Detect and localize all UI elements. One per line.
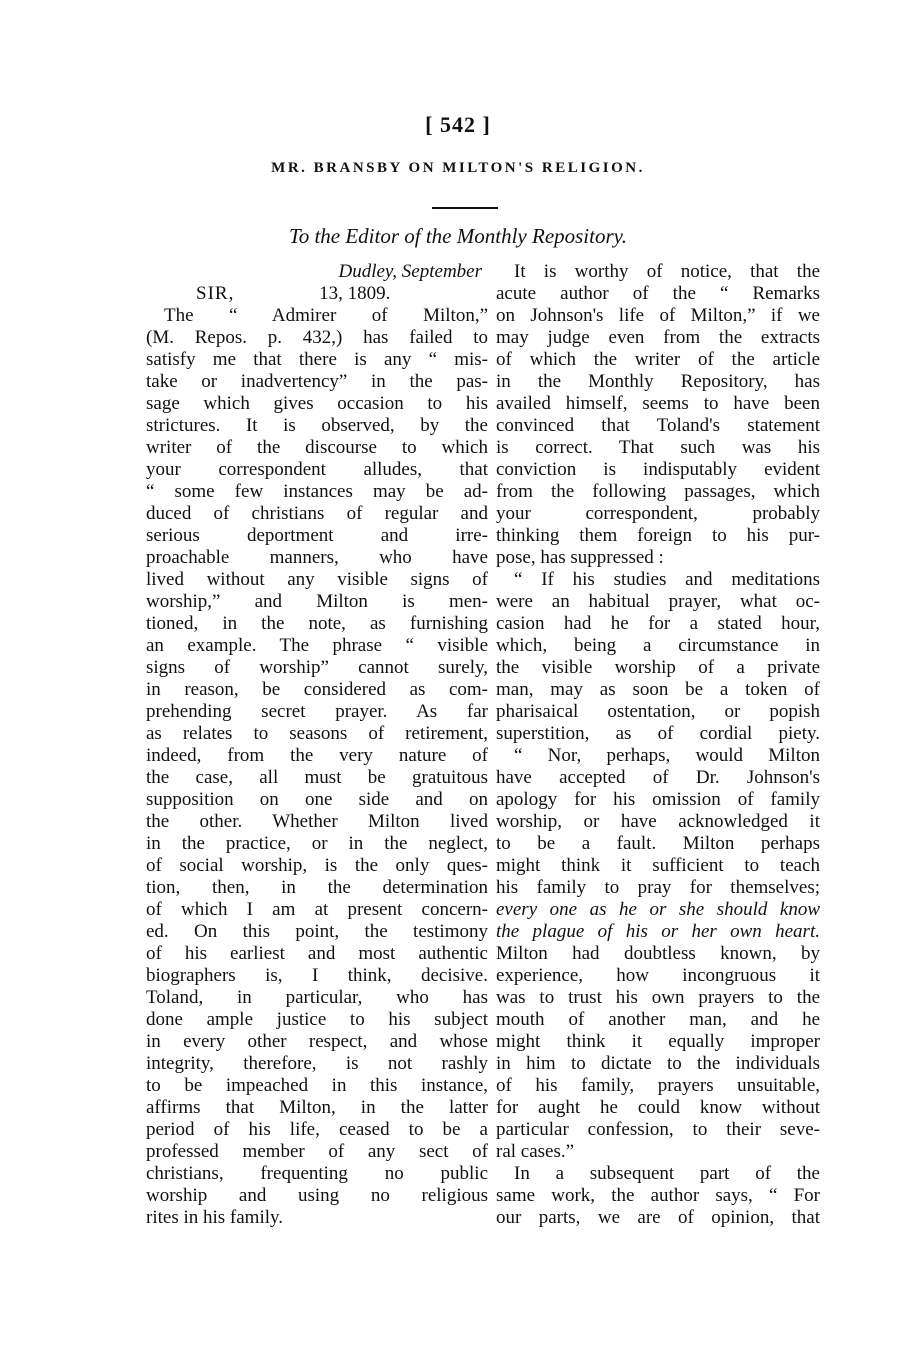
text-line: as relates to seasons of retirement,: [146, 723, 488, 744]
text-line: conviction is indisputably evident: [496, 459, 820, 480]
text-line: on Johnson's life of Milton,” if we: [496, 305, 820, 326]
text-line: serious deportment and irre-: [146, 525, 488, 546]
text-line: experience, how incongruous it: [496, 965, 820, 986]
text-line: your correspondent, probably: [496, 503, 820, 524]
dateline-place: Dudley, September: [338, 261, 482, 282]
text-line: ral cases.”: [496, 1141, 575, 1162]
text-line: in reason, be considered as com-: [146, 679, 488, 700]
text-line: affirms that Milton, in the latter: [146, 1097, 488, 1118]
text-line: prehending secret prayer. As far: [146, 701, 488, 722]
text-line: availed himself, seems to have been: [496, 393, 820, 414]
text-line: every one as he or she should know: [496, 899, 820, 920]
text-line: “ some few instances may be ad-: [146, 481, 488, 502]
text-line: take or inadvertency” in the pas-: [146, 371, 488, 392]
text-line: worship and using no religious: [146, 1185, 488, 1206]
text-line: In a subsequent part of the: [514, 1163, 820, 1184]
text-line: “ If his studies and meditations: [514, 569, 820, 590]
text-line: writer of the discourse to which: [146, 437, 488, 458]
text-line: of his family, prayers unsuitable,: [496, 1075, 820, 1096]
text-line: our parts, we are of opinion, that: [496, 1207, 820, 1228]
text-line: tion, then, in the determination: [146, 877, 488, 898]
text-line: integrity, therefore, is not rashly: [146, 1053, 488, 1074]
text-line: the plague of his or her own heart.: [496, 921, 820, 942]
text-line: period of his life, ceased to be a: [146, 1119, 488, 1140]
text-line: of his earliest and most authentic: [146, 943, 488, 964]
text-line: biographers is, I think, decisive.: [146, 965, 488, 986]
text-line: of which I am at present concern-: [146, 899, 488, 920]
right-column: [496, 261, 820, 1229]
text-line: rites in his family.: [146, 1207, 284, 1228]
text-line: mouth of another man, and he: [496, 1009, 820, 1030]
text-line: It is worthy of notice, that the: [514, 261, 820, 282]
text-line: (M. Repos. p. 432,) has failed to: [146, 327, 488, 348]
text-line: same work, the author says, “ For: [496, 1185, 820, 1206]
text-line: ed. On this point, the testimony: [146, 921, 488, 942]
text-line: christians, frequenting no public: [146, 1163, 488, 1184]
text-line: casion had he for a stated hour,: [496, 613, 820, 634]
running-head: MR. BRANSBY ON MILTON'S RELIGION.: [271, 160, 645, 176]
text-line: is correct. That such was his: [496, 437, 820, 458]
text-line: the case, all must be gratuitous: [146, 767, 488, 788]
text-line: in the Monthly Repository, has: [496, 371, 820, 392]
text-line: tioned, in the note, as furnishing: [146, 613, 488, 634]
text-line: satisfy me that there is any “ mis-: [146, 349, 488, 370]
salutation: SIR,: [196, 283, 235, 304]
text-line: Milton had doubtless known, by: [496, 943, 820, 964]
text-line: to be a fault. Milton perhaps: [496, 833, 820, 854]
dateline-date: 13, 1809.: [319, 283, 391, 304]
left-body-text: [146, 305, 488, 1229]
editor-heading: To the Editor of the Monthly Repository.: [288, 224, 628, 248]
text-line: apology for his omission of family: [496, 789, 820, 810]
text-line: of social worship, is the only ques-: [146, 855, 488, 876]
heading-rule: [432, 207, 498, 209]
text-line: superstition, as of cordial piety.: [496, 723, 820, 744]
text-line: have accepted of Dr. Johnson's: [496, 767, 820, 788]
text-line: his family to pray for themselves;: [496, 877, 820, 898]
text-line: for aught he could know without: [496, 1097, 820, 1118]
text-line: from the following passages, which: [496, 481, 820, 502]
salutation-line: [146, 283, 488, 305]
text-line: lived without any visible signs of: [146, 569, 488, 590]
text-line: in every other respect, and whose: [146, 1031, 488, 1052]
text-line: was to trust his own prayers to the: [496, 987, 820, 1008]
text-line: the visible worship of a private: [496, 657, 820, 678]
text-line: supposition on one side and on: [146, 789, 488, 810]
text-line: might think it equally improper: [496, 1031, 820, 1052]
page-number: [ 542 ]: [425, 112, 491, 137]
text-line: worship,” and Milton is men-: [146, 591, 488, 612]
text-line: professed member of any sect of: [146, 1141, 488, 1162]
text-line: pharisaical ostentation, or popish: [496, 701, 820, 722]
left-column: [146, 261, 488, 1229]
text-line: worship, or have acknowledged it: [496, 811, 820, 832]
text-line: particular confession, to their seve-: [496, 1119, 820, 1140]
text-line: may judge even from the extracts: [496, 327, 820, 348]
text-line: in the practice, or in the neglect,: [146, 833, 488, 854]
text-line: strictures. It is observed, by the: [146, 415, 488, 436]
text-line: in him to dictate to the individuals: [496, 1053, 820, 1074]
text-line: which, being a circumstance in: [496, 635, 820, 656]
text-line: your correspondent alludes, that: [146, 459, 488, 480]
right-body-text: [496, 261, 820, 1229]
text-line: sage which gives occasion to his: [146, 393, 488, 414]
text-line: of which the writer of the article: [496, 349, 820, 370]
text-line: done ample justice to his subject: [146, 1009, 488, 1030]
text-line: the other. Whether Milton lived: [146, 811, 488, 832]
text-line: duced of christians of regular and: [146, 503, 488, 524]
text-line: proachable manners, who have: [146, 547, 488, 568]
text-line: thinking them foreign to his pur-: [496, 525, 820, 546]
text-line: to be impeached in this instance,: [146, 1075, 488, 1096]
text-line: Toland, in particular, who has: [146, 987, 488, 1008]
text-line: The “ Admirer of Milton,”: [164, 305, 488, 326]
text-line: signs of worship” cannot surely,: [146, 657, 488, 678]
text-line: acute author of the “ Remarks: [496, 283, 820, 304]
text-line: an example. The phrase “ visible: [146, 635, 488, 656]
text-line: pose, has suppressed :: [496, 547, 664, 568]
text-line: indeed, from the very nature of: [146, 745, 488, 766]
text-line: convinced that Toland's statement: [496, 415, 820, 436]
text-line: were an habitual prayer, what oc-: [496, 591, 820, 612]
text-line: might think it sufficient to teach: [496, 855, 820, 876]
text-line: man, may as soon be a token of: [496, 679, 820, 700]
text-line: “ Nor, perhaps, would Milton: [514, 745, 820, 766]
